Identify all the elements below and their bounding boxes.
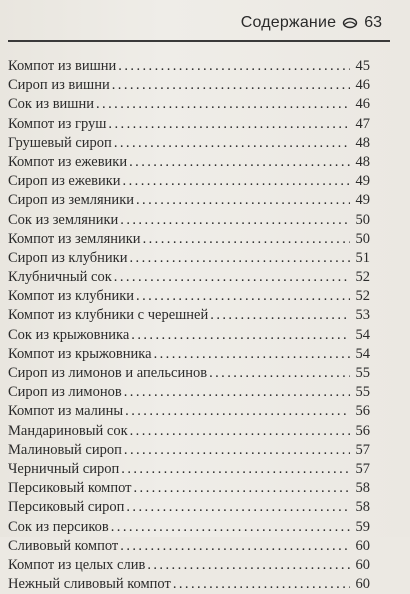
toc-entry [8, 230, 370, 249]
toc-entry-title: Компот из земляники [8, 230, 141, 247]
dot-leader [131, 326, 350, 345]
dot-leader [120, 211, 350, 230]
toc-entry-page: 52 [355, 288, 370, 305]
toc-entry-title: Компот из ежевики [8, 153, 128, 170]
toc-entry-page: 46 [355, 96, 370, 113]
toc-entry [8, 556, 370, 575]
toc-entry-title: Сироп из клубники [8, 249, 128, 266]
toc-entry [8, 402, 370, 421]
toc-entry-title: Черничный сироп [8, 460, 120, 477]
toc-entry-title: Сок из крыжовника [8, 326, 130, 343]
toc-entry [8, 134, 370, 153]
toc-entry-page: 60 [355, 576, 370, 593]
toc-entry-title: Компот из вишни [8, 58, 117, 74]
dot-leader [125, 402, 350, 421]
table-of-contents [8, 57, 370, 594]
toc-entry-title: Малиновый сироп [8, 441, 122, 458]
toc-entry-page: 58 [355, 499, 370, 516]
dot-leader [154, 345, 350, 364]
toc-entry [8, 306, 370, 325]
toc-entry [8, 460, 370, 479]
dot-leader [121, 460, 350, 479]
toc-entry [8, 268, 370, 287]
toc-entry-page: 53 [355, 307, 370, 324]
dot-leader [96, 95, 350, 114]
toc-entry-title: Персиковый компот [8, 480, 132, 497]
dot-leader [123, 172, 350, 191]
toc-entry [8, 498, 370, 517]
toc-entry-title: Персиковый сироп [8, 499, 125, 516]
toc-entry-title: Сок из персиков [8, 518, 109, 535]
toc-entry-title: Клубничный сок [8, 269, 112, 286]
toc-entry-title: Мандариновый сок [8, 422, 128, 439]
toc-entry [8, 172, 370, 191]
toc-entry [8, 95, 370, 114]
running-header [241, 14, 382, 32]
dot-leader [114, 134, 350, 153]
header-rule [8, 40, 390, 42]
page-number: 63 [364, 14, 382, 31]
toc-entry [8, 345, 370, 364]
dot-leader [124, 383, 350, 402]
toc-entry-page: 57 [355, 460, 370, 477]
section-title: Содержание [240, 14, 337, 31]
dot-leader [210, 306, 350, 325]
toc-entry-title: Компот из клубники с черешней [8, 307, 209, 324]
toc-entry [8, 326, 370, 345]
dot-leader [136, 191, 350, 210]
dot-leader [120, 537, 350, 556]
toc-entry-page: 54 [355, 345, 370, 362]
toc-entry-page: 57 [355, 441, 370, 458]
toc-entry-page: 45 [355, 58, 370, 74]
toc-entry [8, 191, 370, 210]
dot-leader [112, 76, 350, 95]
toc-entry [8, 383, 370, 402]
toc-entry-title: Компот из целых слив [8, 556, 146, 573]
toc-entry [8, 518, 370, 537]
toc-entry [8, 441, 370, 460]
toc-entry-page: 60 [355, 556, 370, 573]
toc-entry [8, 422, 370, 441]
dot-leader [111, 518, 350, 537]
toc-entry [8, 249, 370, 268]
toc-entry-title: Компот из малины [8, 403, 124, 420]
toc-entry-page: 48 [355, 134, 370, 151]
dot-leader [129, 249, 350, 268]
toc-entry-page: 49 [355, 192, 370, 209]
toc-entry-title: Сироп из земляники [8, 192, 134, 209]
toc-entry [8, 287, 370, 306]
dot-leader [173, 575, 350, 594]
toc-entry-title: Сливовый компот [8, 537, 119, 554]
dot-leader [118, 57, 350, 76]
toc-entry-title: Сироп из лимонов и апельсинов [8, 365, 208, 381]
toc-entry-title: Сироп из ежевики [8, 173, 121, 190]
toc-entry-page: 51 [355, 249, 370, 266]
toc-entry-title: Сироп из вишни [8, 77, 110, 94]
toc-entry-title: Сок из вишни [8, 96, 94, 113]
toc-entry-page: 47 [355, 115, 370, 132]
dot-leader [108, 115, 350, 134]
dot-leader [147, 556, 350, 575]
toc-entry-page: 55 [355, 384, 370, 401]
dot-leader [136, 287, 350, 306]
toc-entry-title: Грушевый сироп [8, 134, 112, 151]
toc-entry-title: Компот из крыжовника [8, 345, 152, 362]
dot-leader [134, 479, 351, 498]
toc-entry [8, 115, 370, 134]
leaf-ornament-icon [342, 16, 358, 30]
dot-leader [114, 268, 350, 287]
toc-entry [8, 153, 370, 172]
dot-leader [130, 422, 350, 441]
toc-entry-page: 46 [355, 77, 370, 94]
toc-entry-page: 50 [355, 211, 370, 228]
toc-entry [8, 575, 370, 594]
toc-entry-page: 56 [355, 403, 370, 420]
dot-leader [124, 441, 350, 460]
dot-leader [143, 230, 350, 249]
toc-entry-title: Сироп из лимонов [8, 384, 122, 401]
toc-entry [8, 211, 370, 230]
toc-entry-title: Компот из груш [8, 115, 107, 132]
toc-entry-page: 48 [355, 153, 370, 170]
toc-entry [8, 57, 370, 76]
dot-leader [129, 153, 350, 172]
toc-entry-page: 59 [355, 518, 370, 535]
toc-entry-title: Сок из земляники [8, 211, 119, 228]
toc-entry [8, 479, 370, 498]
toc-entry-page: 56 [355, 422, 370, 439]
toc-entry [8, 364, 370, 383]
dot-leader [126, 498, 350, 517]
toc-entry-page: 55 [355, 365, 370, 381]
toc-entry-title: Компот из клубники [8, 288, 135, 305]
toc-entry [8, 76, 370, 95]
toc-entry-page: 58 [355, 480, 370, 497]
toc-entry-title: Нежный сливовый компот [8, 576, 171, 593]
toc-entry-page: 50 [355, 230, 370, 247]
toc-entry-page: 60 [355, 537, 370, 554]
toc-entry-page: 49 [355, 173, 370, 190]
toc-entry-page: 52 [355, 269, 370, 286]
toc-entry [8, 537, 370, 556]
toc-entry-page: 54 [355, 326, 370, 343]
dot-leader [209, 364, 350, 383]
